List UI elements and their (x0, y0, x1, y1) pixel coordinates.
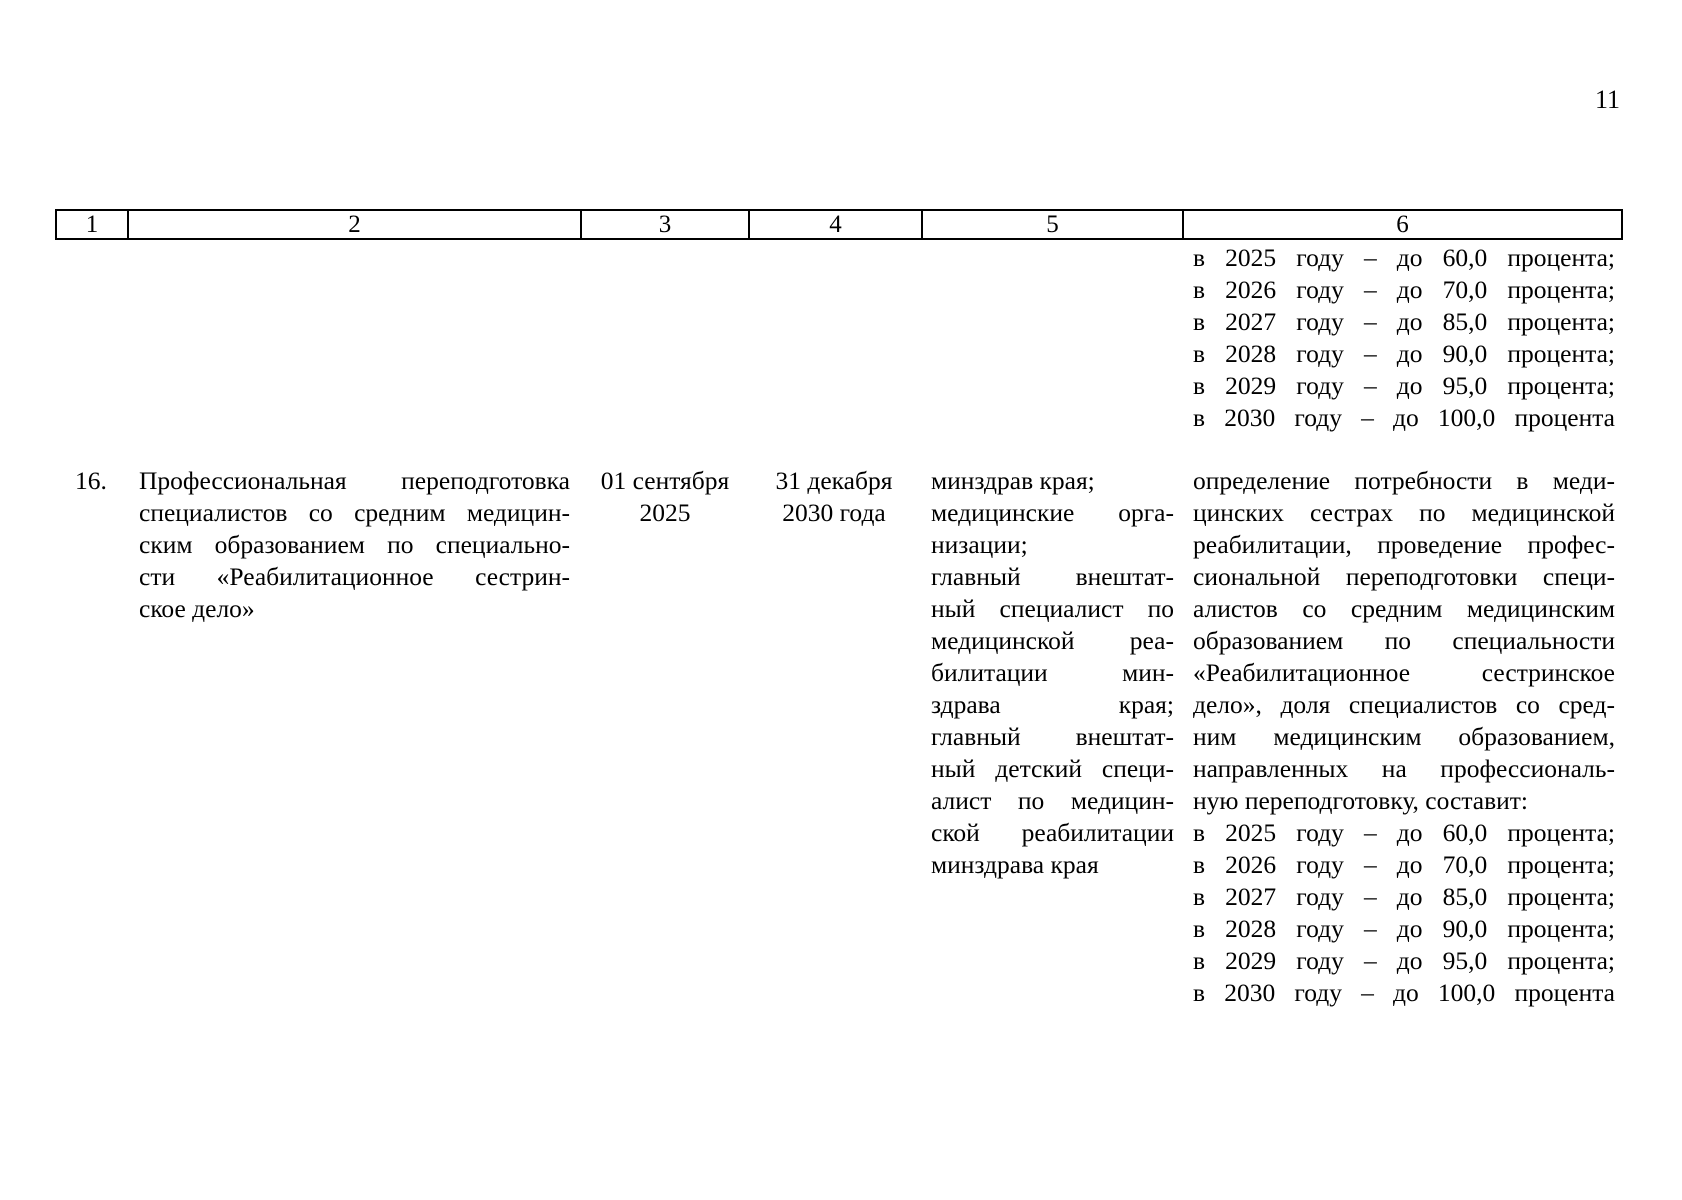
header-col-1: 1 (85, 211, 99, 238)
continuation-col6 (1193, 242, 1615, 434)
table-cell-line: в 2027 году – до 85,0 процента; (1193, 307, 1615, 336)
table-cell-line: 2030 года (782, 498, 886, 527)
table-cell-line: 31 декабря (775, 466, 893, 495)
table-cell-line: ской реабилитации (931, 818, 1174, 847)
table-cell-line: сти «Реабилитационное сестрин- (139, 562, 570, 591)
table-cell-line: в 2026 году – до 70,0 процента; (1193, 275, 1615, 304)
table-cell-line: в 2025 году – до 60,0 процента; (1193, 243, 1615, 272)
table-cell-line: в 2028 году – до 90,0 процента; (1193, 914, 1615, 943)
header-col-2: 2 (348, 211, 361, 238)
row16-result-cell (1193, 465, 1615, 1009)
table-cell-line: в 2028 году – до 90,0 процента; (1193, 339, 1615, 368)
row16-name-cell (139, 465, 570, 625)
row16-end-date-cell (750, 465, 918, 529)
table-cell-line: в 2030 году – до 100,0 процента (1193, 403, 1615, 432)
table-cell-line: в 2026 году – до 70,0 процента; (1193, 850, 1615, 879)
table-cell-line: Профессиональная переподготовка (139, 466, 570, 495)
table-cell-line: реабилитации, проведение профес- (1193, 530, 1615, 559)
table-cell-line: определение потребности в меди- (1193, 466, 1615, 495)
table-cell-line: сиональной переподготовки специ- (1193, 562, 1615, 591)
table-cell-line: 01 сентября (600, 466, 730, 495)
table-cell-line: ним медицинским образованием, (1193, 722, 1615, 751)
table-cell-line: медицинской реа- (931, 626, 1174, 655)
header-col-4: 4 (829, 211, 842, 238)
table-cell-line: ную переподготовку, составит: (1193, 786, 1529, 815)
table-cell-line: ный специалист по (931, 594, 1174, 623)
table-cell-line: главный внештат- (931, 562, 1174, 591)
table-cell-line: ским образованием по специально- (139, 530, 570, 559)
row16-responsible-cell (931, 465, 1174, 881)
table-header-row (55, 209, 1623, 240)
table-cell-line: медицинские орга- (931, 498, 1174, 527)
table-cell-line: дело», доля специалистов со сред- (1193, 690, 1615, 719)
table-cell-line: цинских сестрах по медицинской (1193, 498, 1615, 527)
table-cell-line: минздрав края; (931, 466, 1095, 495)
header-col-6: 6 (1396, 211, 1409, 238)
table-cell-line: билитации мин- (931, 658, 1174, 687)
table-cell-line: ный детский специ- (931, 754, 1174, 783)
table-cell-line: в 2029 году – до 95,0 процента; (1193, 371, 1615, 400)
table-cell-line: минздрава края (931, 850, 1099, 879)
row-number-text: 16. (75, 466, 107, 495)
table-cell-line: в 2029 году – до 95,0 процента; (1193, 946, 1615, 975)
table-cell-line: главный внештат- (931, 722, 1174, 751)
table-cell-line: в 2027 году – до 85,0 процента; (1193, 882, 1615, 911)
row16-start-date-cell (583, 465, 747, 529)
header-col-3: 3 (658, 211, 672, 238)
page-number: 11 (1594, 85, 1620, 114)
table-cell-line: алист по медицин- (931, 786, 1174, 815)
header-col-5: 5 (1046, 211, 1059, 238)
table-cell-line: «Реабилитационное сестринское (1193, 658, 1615, 687)
table-cell-line: алистов со средним медицинским (1193, 594, 1615, 623)
table-cell-line: в 2025 году – до 60,0 процента; (1193, 818, 1615, 847)
row-number (75, 465, 125, 497)
table-cell-line: направленных на профессиональ- (1193, 754, 1615, 783)
table-cell-line: специалистов со средним медицин- (139, 498, 570, 527)
table-cell-line: образованием по специальности (1193, 626, 1615, 655)
table-cell-line: здрава края; (931, 690, 1174, 719)
table-cell-line: ское дело» (139, 594, 255, 623)
table-cell-line: в 2030 году – до 100,0 процента (1193, 978, 1615, 1007)
table-cell-line: низации; (931, 530, 1028, 559)
table-cell-line: 2025 (639, 498, 691, 527)
